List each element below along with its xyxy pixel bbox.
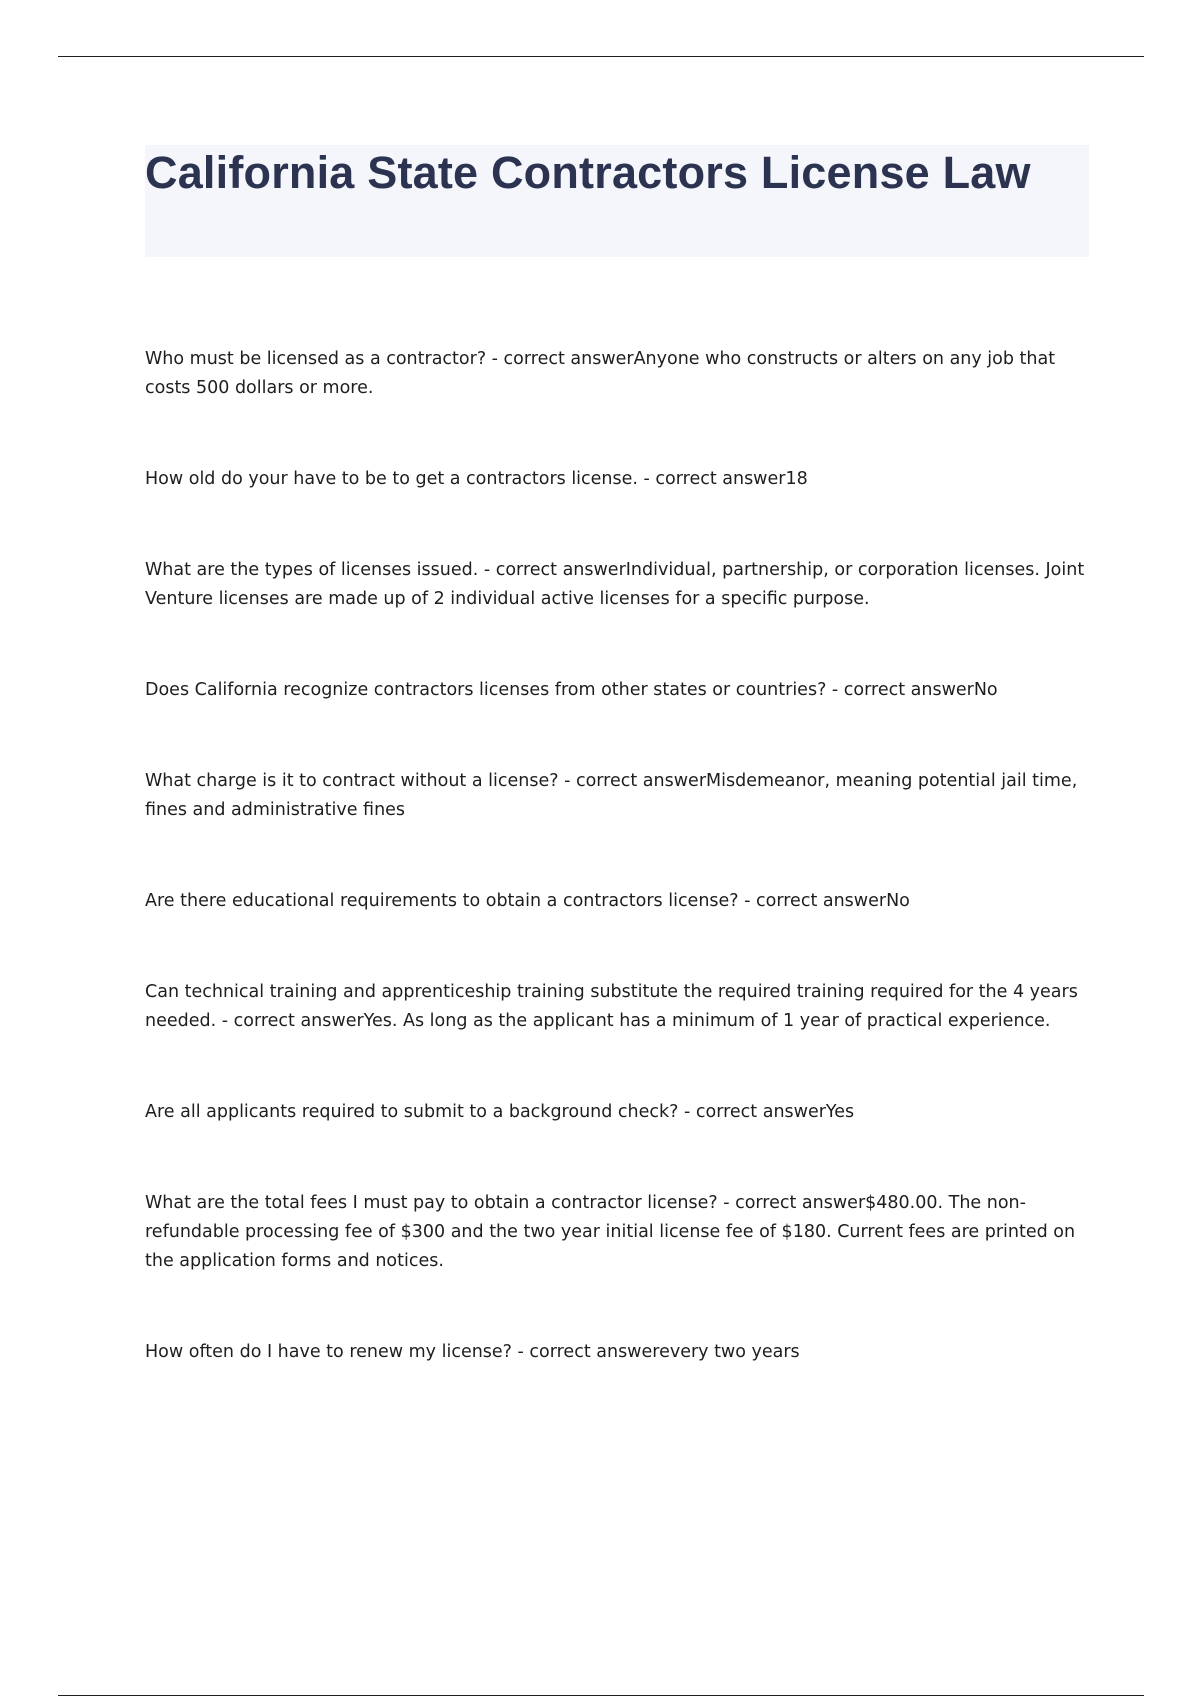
qa-item-3: What are the types of licenses issued. - correct answerIndividual, partnership, or corporation licenses. Joint Venture licenses are made up of 2 individual active licenses for a specific purpose.	[145, 560, 1085, 609]
top-rule	[58, 56, 1144, 57]
qa-item-9: What are the total fees I must pay to obtain a contractor license? - correct answer$480.00. The non-refundable processing fee of $300 and the two year initial license fee of $180. Current fees are printed on the application forms and notices.	[145, 1193, 1076, 1271]
title-box	[145, 145, 1089, 257]
qa-list	[145, 345, 1090, 1429]
qa-item-6: Are there educational requirements to obtain a contractors license? - correct answerNo	[145, 891, 910, 911]
qa-item-8: Are all applicants required to submit to a background check? - correct answerYes	[145, 1102, 855, 1122]
qa-item-1: Who must be licensed as a contractor? - correct answerAnyone who constructs or alters on any job that costs 500 dollars or more.	[145, 349, 1056, 398]
qa-item-7: Can technical training and apprenticeship training substitute the required training required for the 4 years needed. - correct answerYes. As long as the applicant has a minimum of 1 year of practical experience.	[145, 982, 1078, 1031]
bottom-rule	[58, 1695, 1144, 1696]
qa-item-10: How often do I have to renew my license? - correct answerevery two years	[145, 1342, 800, 1362]
document-title: California State Contractors License Law	[145, 147, 1031, 198]
qa-item-5: What charge is it to contract without a license? - correct answerMisdemeanor, meaning potential jail time, fines and administrative fines	[145, 771, 1078, 820]
qa-item-4: Does California recognize contractors licenses from other states or countries? - correct answerNo	[145, 680, 998, 700]
qa-item-2: How old do your have to be to get a contractors license. - correct answer18	[145, 469, 808, 489]
